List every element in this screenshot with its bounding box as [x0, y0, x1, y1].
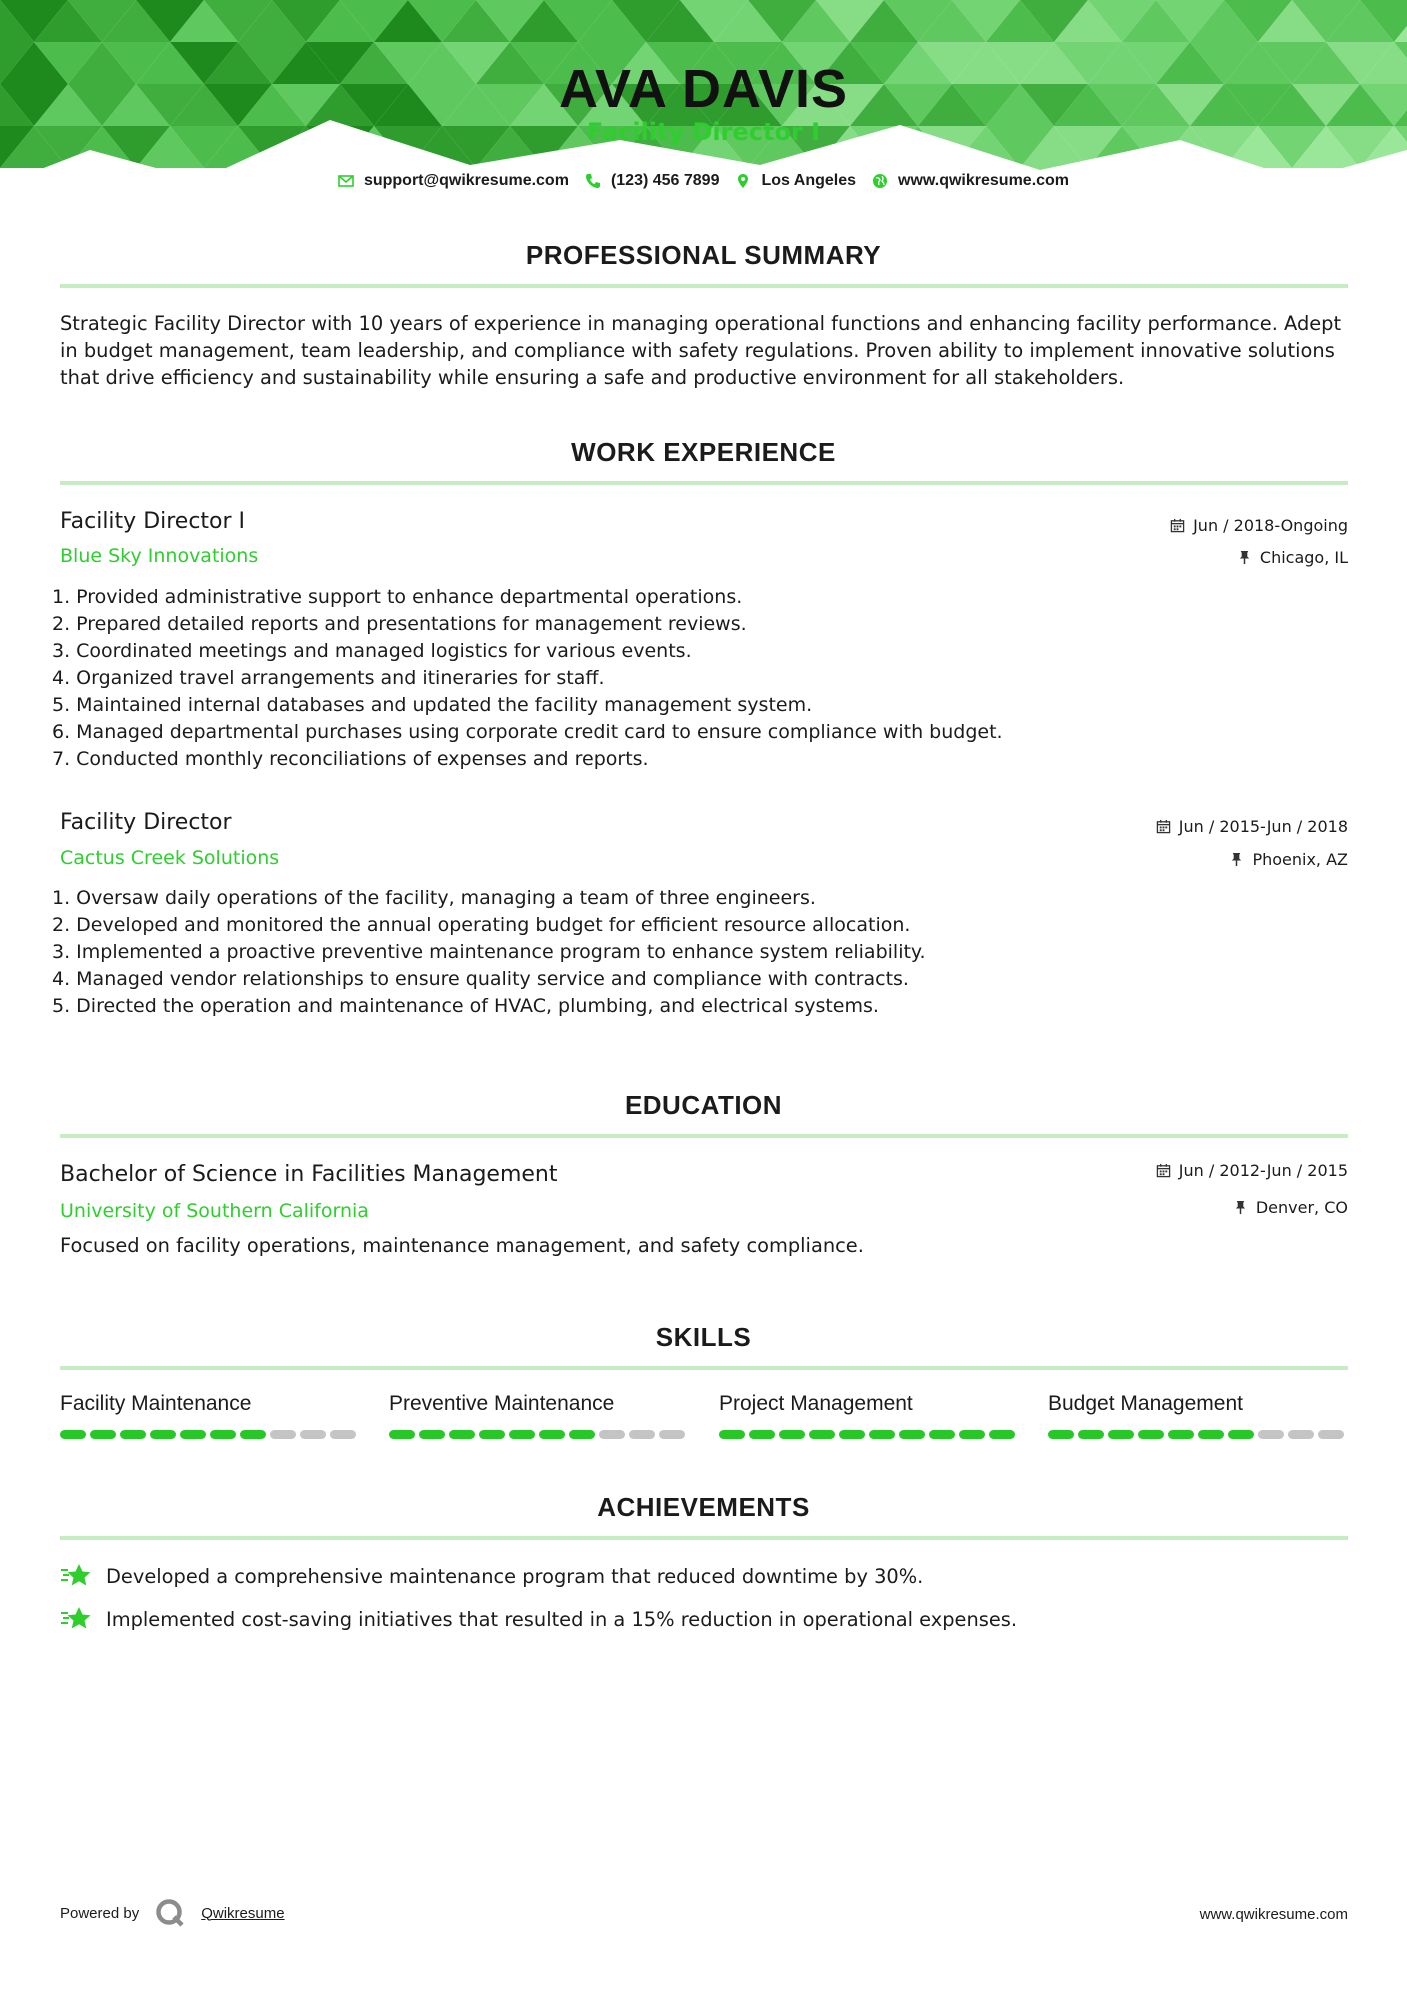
pushpin-icon	[1229, 852, 1244, 867]
summary-text: Strategic Facility Director with 10 years of experience in managing operational functions and enhancing facility performance. Adept in budget management, team leadership, and compliance with safety regulations. Proven ability to implement innovative solutions that drive efficiency and sustainability while ensuring a safe and productive environment for all stakeholders.	[60, 312, 1342, 389]
pushpin-icon	[1237, 550, 1252, 565]
skill-name: Preventive Maintenance	[389, 1392, 615, 1415]
job-title: Facility Director	[60, 810, 232, 835]
skill-level-segment	[120, 1430, 146, 1439]
job-title: Facility Director I	[60, 509, 246, 534]
skill-level-segment	[60, 1430, 86, 1439]
pushpin-icon	[1233, 1200, 1248, 1215]
skill-name: Project Management	[719, 1392, 913, 1415]
job-dates	[1170, 516, 1348, 535]
contact-email[interactable]	[338, 172, 569, 190]
skill-level-segment	[1048, 1430, 1074, 1439]
skill-level-segment	[779, 1430, 805, 1439]
achievements-divider	[60, 1536, 1348, 1540]
skill-level-segment	[659, 1430, 685, 1439]
skill-name: Facility Maintenance	[60, 1392, 252, 1415]
skill-level-segment	[929, 1430, 955, 1439]
job-location-text: Chicago, IL	[1259, 548, 1348, 567]
footer-website[interactable]: www.qwikresume.com	[1199, 1906, 1348, 1923]
skill-level-segment	[959, 1430, 985, 1439]
skills-divider	[60, 1366, 1348, 1370]
skill-level-segment	[1258, 1430, 1284, 1439]
skill-level-segment	[629, 1430, 655, 1439]
star-icon	[60, 1605, 92, 1633]
list-item: 4. Managed vendor relationships to ensure quality service and compliance with contracts.	[52, 968, 909, 990]
achievements-heading: ACHIEVEMENTS	[597, 1492, 810, 1522]
powered-by-label: Powered by	[60, 1904, 140, 1922]
job-company: Cactus Creek Solutions	[60, 847, 280, 869]
summary-divider	[60, 284, 1348, 288]
list-item: 2. Developed and monitored the annual operating budget for efficient resource allocation.	[52, 914, 911, 936]
skill-level-segment	[300, 1430, 326, 1439]
skill-level-bar	[60, 1430, 360, 1439]
education-location	[1233, 1198, 1348, 1217]
skill-item	[389, 1392, 689, 1439]
achievement-item	[60, 1605, 1017, 1633]
job-dates-text: Jun / 2015-Jun / 2018	[1178, 817, 1348, 836]
candidate-role: Facility Director I	[586, 118, 821, 146]
envelope-icon	[338, 173, 354, 189]
skill-level-bar	[1048, 1430, 1348, 1439]
job-location	[1237, 548, 1348, 567]
skill-level-segment	[1108, 1430, 1134, 1439]
skill-level-segment	[809, 1430, 835, 1439]
skill-level-segment	[1198, 1430, 1224, 1439]
website-text: www.qwikresume.com	[898, 172, 1070, 189]
education-location-text: Denver, CO	[1255, 1198, 1348, 1217]
qwikresume-logo-icon	[155, 1898, 185, 1928]
skill-item	[1048, 1392, 1348, 1439]
summary-heading: PROFESSIONAL SUMMARY	[525, 240, 882, 270]
job-location-text: Phoenix, AZ	[1252, 850, 1348, 869]
experience-heading: WORK EXPERIENCE	[571, 437, 836, 467]
skill-level-segment	[449, 1430, 475, 1439]
calendar-icon	[1156, 1163, 1171, 1178]
skill-level-segment	[1288, 1430, 1314, 1439]
job-dates-text: Jun / 2018-Ongoing	[1193, 516, 1348, 535]
job-bullets	[52, 584, 1342, 773]
education-dates	[1156, 1161, 1348, 1180]
skill-level-segment	[1168, 1430, 1194, 1439]
education-heading: EDUCATION	[624, 1090, 783, 1120]
footer-powered-by	[60, 1898, 285, 1928]
list-item: 4. Organized travel arrangements and itineraries for staff.	[52, 667, 605, 689]
map-pin-icon	[735, 173, 751, 189]
skill-level-segment	[210, 1430, 236, 1439]
list-item: 6. Managed departmental purchases using corporate credit card to ensure compliance with budget.	[52, 721, 1003, 743]
globe-icon	[872, 173, 888, 189]
degree-title: Bachelor of Science in Facilities Management	[60, 1162, 558, 1187]
skill-level-segment	[479, 1430, 505, 1439]
skill-level-segment	[509, 1430, 535, 1439]
list-item: 5. Directed the operation and maintenance of HVAC, plumbing, and electrical systems.	[52, 995, 879, 1017]
school-name: University of Southern California	[60, 1200, 369, 1222]
skill-item	[719, 1392, 1019, 1439]
email-text: support@qwikresume.com	[363, 172, 569, 189]
skill-level-segment	[869, 1430, 895, 1439]
education-description: Focused on facility operations, maintenance management, and safety compliance.	[60, 1234, 864, 1257]
skill-name: Budget Management	[1048, 1392, 1243, 1415]
location-text: Los Angeles	[761, 172, 857, 189]
contact-row	[0, 172, 1407, 190]
skill-level-bar	[389, 1430, 689, 1439]
list-item: 1. Oversaw daily operations of the facility, managing a team of three engineers.	[52, 887, 816, 909]
star-icon	[60, 1562, 92, 1590]
education-divider	[60, 1134, 1348, 1138]
skill-level-segment	[389, 1430, 415, 1439]
skill-level-segment	[719, 1430, 745, 1439]
skill-level-segment	[1078, 1430, 1104, 1439]
calendar-icon	[1156, 819, 1171, 834]
achievement-text: Implemented cost-saving initiatives that resulted in a 15% reduction in operational expenses.	[106, 1607, 1018, 1631]
skill-level-segment	[330, 1430, 356, 1439]
skill-item	[60, 1392, 360, 1439]
skill-level-segment	[539, 1430, 565, 1439]
experience-divider	[60, 481, 1348, 485]
contact-phone[interactable]	[585, 172, 720, 190]
list-item: 1. Provided administrative support to enhance departmental operations.	[52, 586, 743, 608]
skill-level-segment	[240, 1430, 266, 1439]
job-dates	[1156, 817, 1348, 836]
skill-level-segment	[899, 1430, 925, 1439]
phone-icon	[585, 173, 601, 189]
list-item: 3. Implemented a proactive preventive maintenance program to enhance system reliability.	[52, 941, 926, 963]
skill-level-segment	[569, 1430, 595, 1439]
skill-level-segment	[1228, 1430, 1254, 1439]
contact-location	[735, 172, 856, 190]
skill-level-segment	[989, 1430, 1015, 1439]
candidate-name: AVA DAVIS	[558, 59, 849, 119]
skill-level-segment	[270, 1430, 296, 1439]
skill-level-segment	[599, 1430, 625, 1439]
phone-text: (123) 456 7899	[610, 172, 720, 189]
calendar-icon	[1170, 518, 1185, 533]
skill-level-segment	[839, 1430, 865, 1439]
list-item: 2. Prepared detailed reports and presentations for management reviews.	[52, 613, 747, 635]
achievement-item	[60, 1562, 923, 1590]
contact-website[interactable]	[872, 172, 1069, 190]
skills-heading: SKILLS	[655, 1322, 752, 1352]
skill-level-segment	[749, 1430, 775, 1439]
list-item: 7. Conducted monthly reconciliations of expenses and reports.	[52, 748, 649, 770]
skill-level-segment	[1138, 1430, 1164, 1439]
skill-level-segment	[180, 1430, 206, 1439]
skill-level-segment	[1318, 1430, 1344, 1439]
qwikresume-link[interactable]: Qwikresume	[201, 1904, 285, 1922]
skill-level-bar	[719, 1430, 1019, 1439]
skill-level-segment	[150, 1430, 176, 1439]
job-bullets	[52, 885, 1342, 1020]
education-dates-text: Jun / 2012-Jun / 2015	[1178, 1161, 1348, 1180]
list-item: 3. Coordinated meetings and managed logistics for various events.	[52, 640, 692, 662]
achievement-text: Developed a comprehensive maintenance program that reduced downtime by 30%.	[106, 1564, 924, 1588]
skill-level-segment	[90, 1430, 116, 1439]
job-location	[1229, 850, 1348, 869]
skill-level-segment	[419, 1430, 445, 1439]
list-item: 5. Maintained internal databases and updated the facility management system.	[52, 694, 813, 716]
job-company: Blue Sky Innovations	[60, 545, 259, 567]
